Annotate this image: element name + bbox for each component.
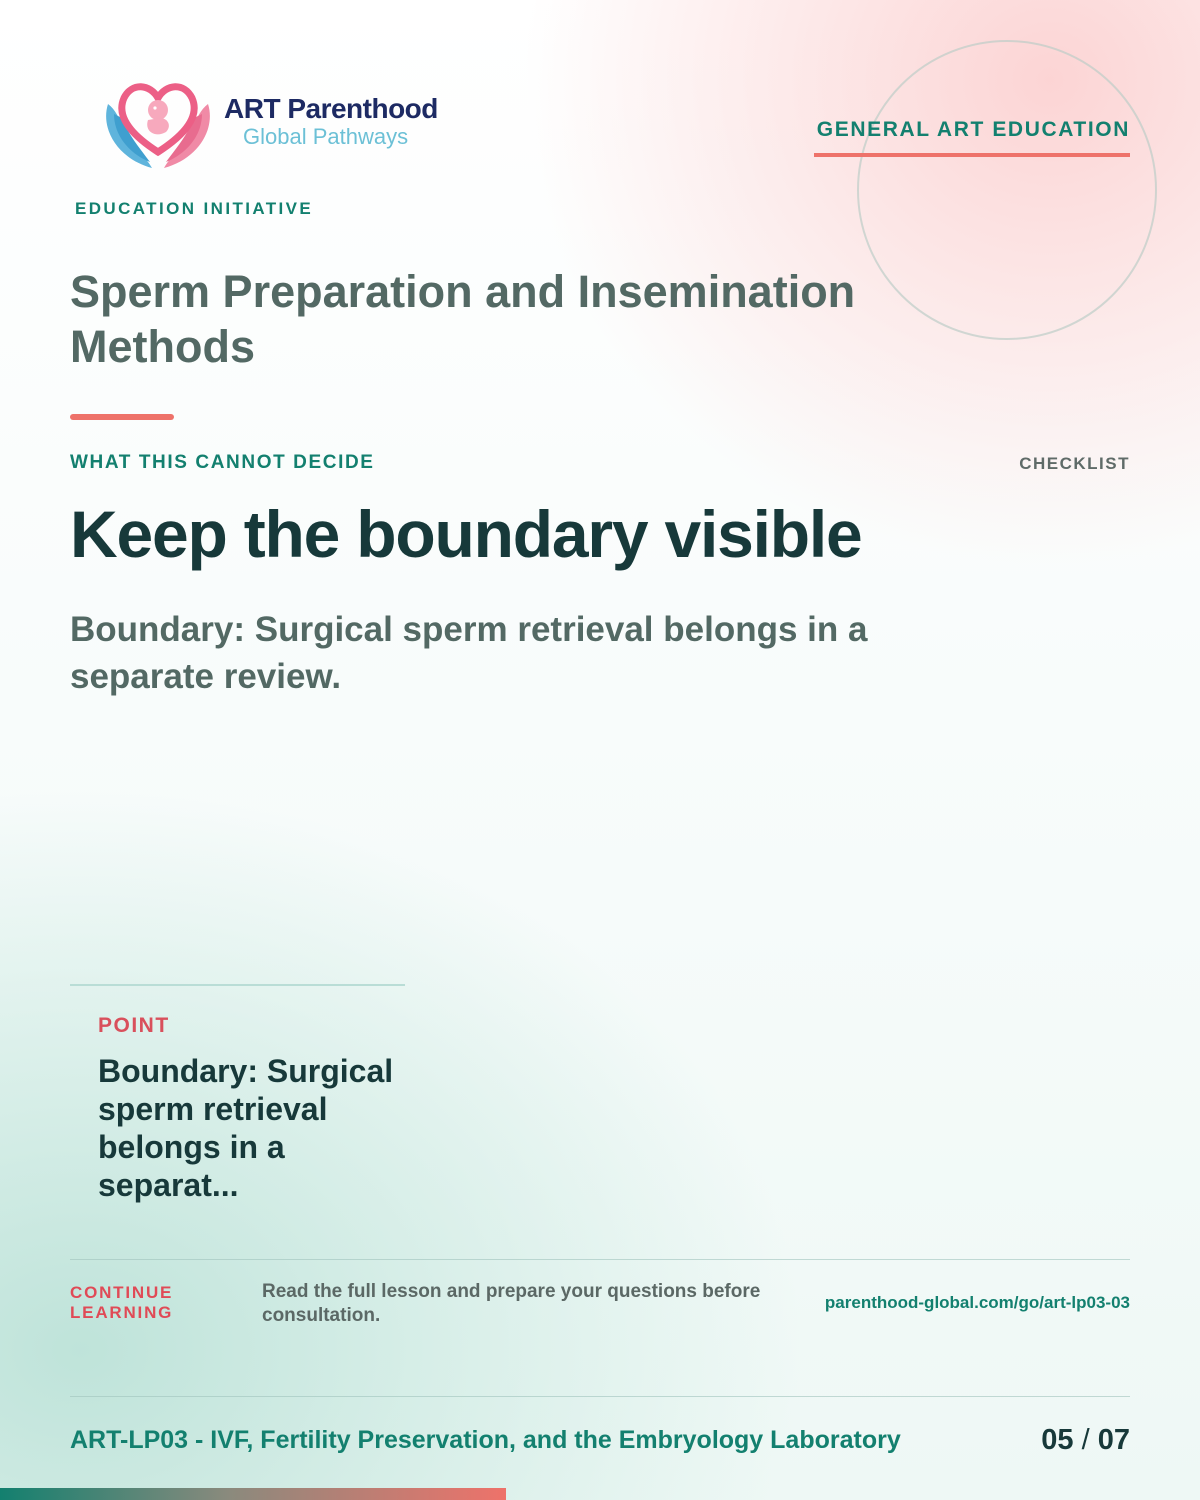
brand-logo [100,74,216,174]
point-text: Boundary: Surgical sperm retrieval belongs in a separat... [98,1053,394,1203]
lesson-link[interactable]: parenthood-global.com/go/art-lp03-03 [824,1293,1130,1312]
lead-text: Boundary: Surgical sperm retrieval belongs in a separate review. [70,610,868,696]
point-card [70,984,405,1226]
page-total: 07 [1097,1424,1130,1456]
headline: Keep the boundary visible [70,497,862,571]
cta-text: Read the full lesson and prepare your questions before consultation. [262,1281,761,1326]
section-type-label: CHECKLIST [1019,454,1130,473]
category-underline [814,153,1130,157]
footer-divider [70,1396,1130,1397]
page-title: Sperm Preparation and Insemination Methods [70,266,856,372]
page-current: 05 [1041,1424,1074,1456]
cta-divider [70,1259,1130,1260]
category-label: GENERAL ART EDUCATION [816,118,1130,141]
progress-bar [0,1488,506,1500]
cta-label: CONTINUE LEARNING [70,1283,174,1322]
title-accent-bar [70,414,174,420]
page-separator: / [1081,1424,1090,1456]
brand-subtitle: Global Pathways [243,124,409,149]
course-title: ART-LP03 - IVF, Fertility Preservation, and the Embryology Laboratory [70,1426,901,1454]
initiative-label: EDUCATION INITIATIVE [75,199,314,218]
brand-name: ART Parenthood [224,93,438,124]
page-counter [1041,1424,1130,1457]
heart-hands-baby-icon [100,74,216,174]
point-label: POINT [98,1014,170,1037]
section-label: WHAT THIS CANNOT DECIDE [70,452,375,473]
